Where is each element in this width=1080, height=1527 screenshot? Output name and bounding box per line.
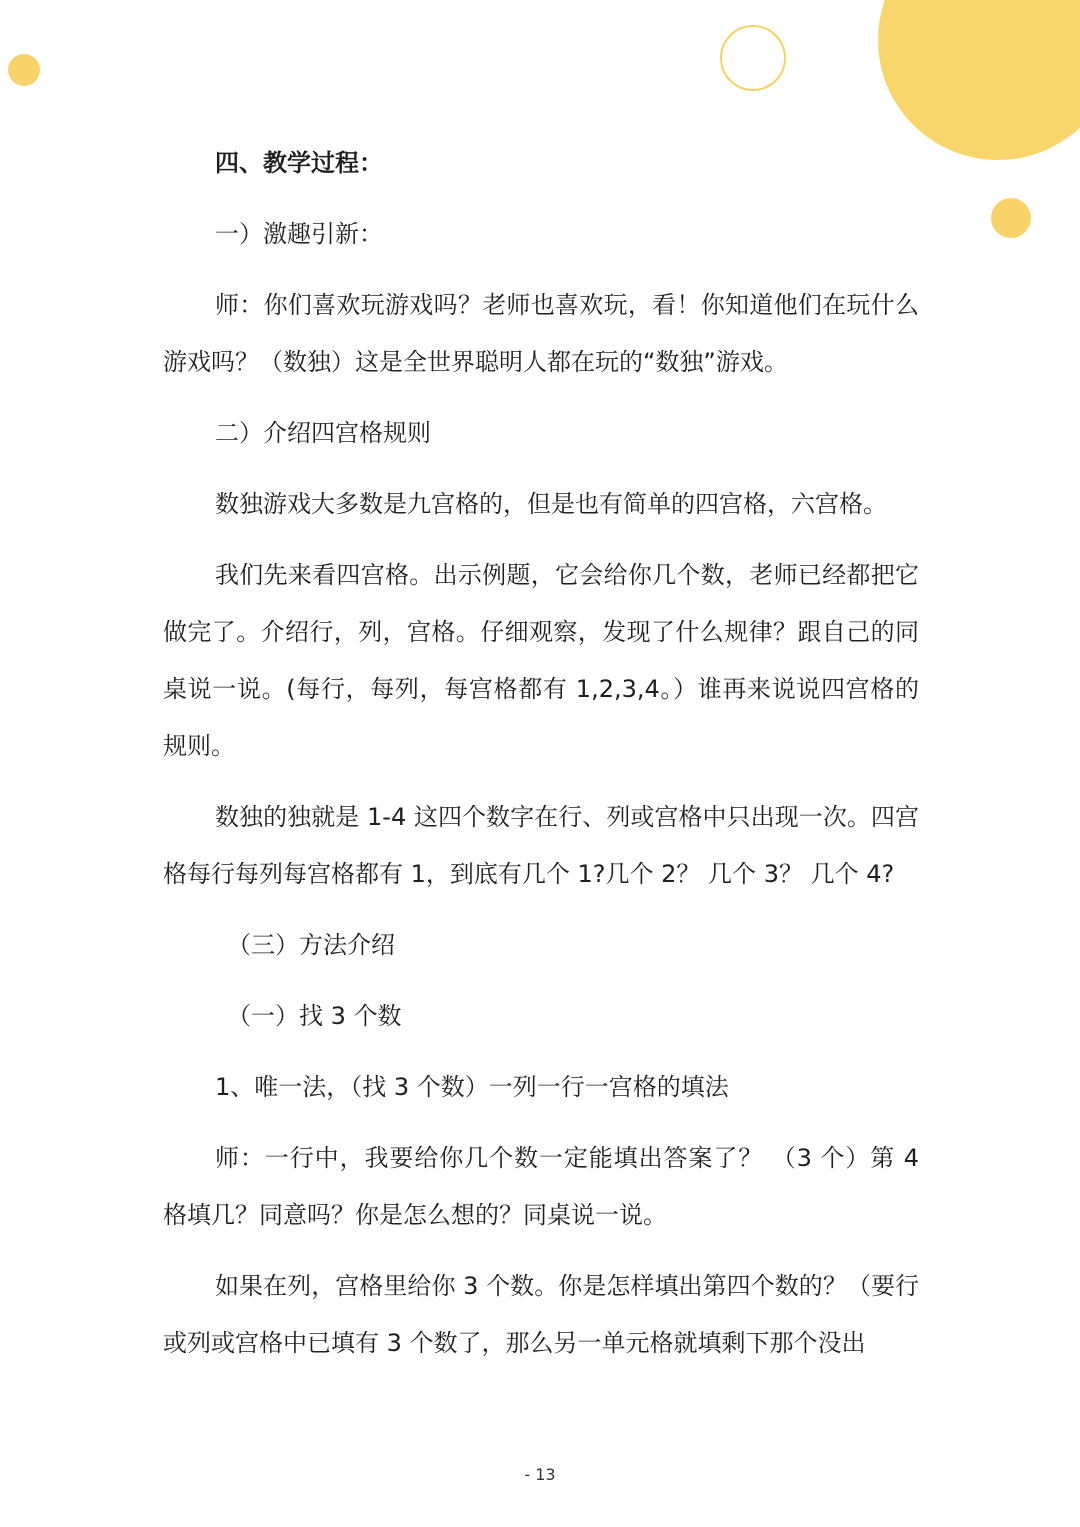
subheading-intro: 一）激趣引新：: [215, 220, 383, 248]
decorative-dot-left: [8, 54, 40, 86]
paragraph-column-question: 如果在列，宫格里给你 3 个数。你是怎样填出第四个数的？（要行或列或宫格中已填有 3 个数了，那么另一单元格就填剩下那个没出: [163, 1272, 919, 1357]
page-number: - 13: [524, 1465, 556, 1484]
subheading-method: （三）方法介绍: [227, 931, 395, 959]
decorative-dot-right: [991, 198, 1031, 238]
paragraph-unique-method: 1、唯一法，（找 3 个数）一列一行一宫格的填法: [215, 1073, 729, 1101]
subheading-find-three: （一）找 3 个数: [227, 1002, 402, 1030]
paragraph-row-question: 师：一行中，我要给你几个数一定能填出答案了？ （3 个）第 4 格填几？同意吗？你是怎么想的？同桌说一说。: [163, 1144, 919, 1229]
decorative-ring: [720, 25, 786, 91]
paragraph-four-grid: 我们先来看四宫格。出示例题，它会给你几个数，老师已经都把它做完了。介绍行，列，宫格。仔细观察，发现了什么规律？跟自己的同桌说一说。(每行，每列，每宫格都有 1,2,3,4。）谁再来说说四宫格的规则。: [163, 561, 919, 760]
subheading-rules: 二）介绍四宫格规则: [215, 419, 431, 447]
paragraph-uniqueness: 数独的独就是 1-4 这四个数字在行、列或宫格中只出现一次。四宫格每行每列每宫格都有 1，到底有几个 1?几个 2？ 几个 3？ 几个 4?: [163, 803, 919, 888]
paragraph-teacher-question: 师：你们喜欢玩游戏吗？老师也喜欢玩，看！你知道他们在玩什么游戏吗？（数独）这是全世界聪明人都在玩的“数独”游戏。: [163, 291, 919, 376]
document-body: [163, 135, 919, 1386]
section-heading: 四、教学过程：: [215, 149, 383, 177]
paragraph-sudoku-types: 数独游戏大多数是九宫格的，但是也有简单的四宫格，六宫格。: [215, 490, 887, 518]
